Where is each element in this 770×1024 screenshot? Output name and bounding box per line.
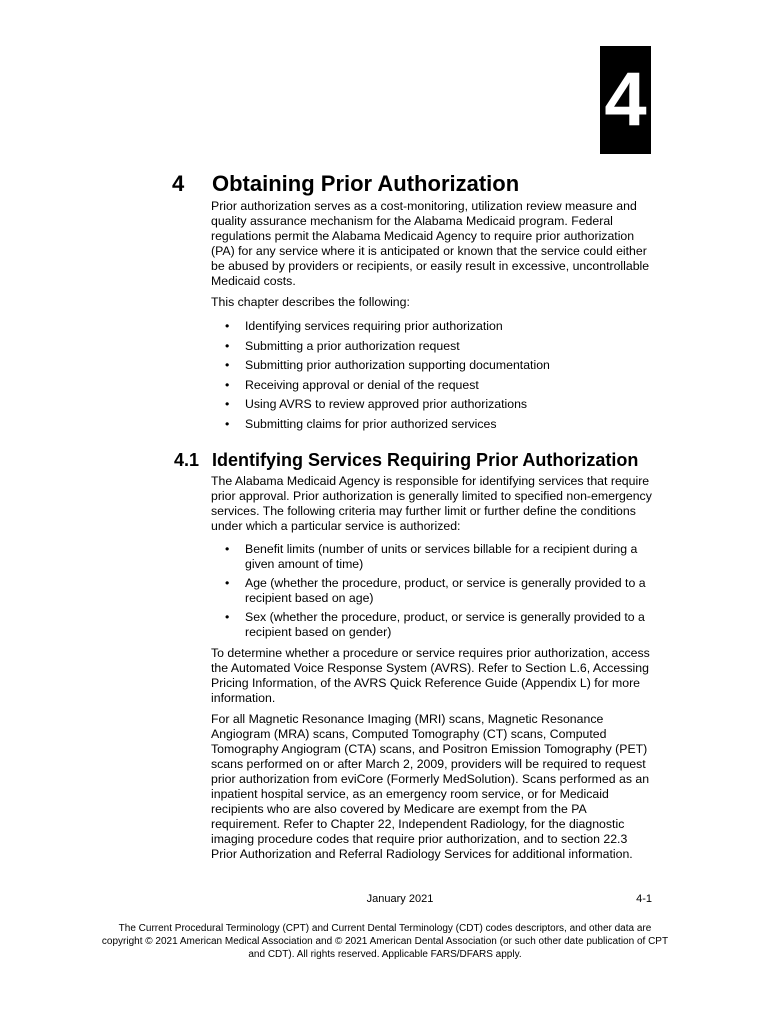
list-item: • Age (whether the procedure, product, or service is generally provided to a recipient based on age) xyxy=(211,576,656,606)
section-heading xyxy=(174,449,714,471)
section-title: Identifying Services Requiring Prior Authorization xyxy=(212,450,639,470)
intro-paragraph: Prior authorization serves as a cost-monitoring, utilization review measure and quality assurance mechanism for the Alabama Medicaid program. Federal regulations permit the Alabama Medicaid Agency to require prior authorization (PA) for any service where it is anticipated or known that the service could either be abused by providers or recipients, or easily result in excessive, uncontrollable Medicaid costs. xyxy=(211,199,650,288)
section-4-1 xyxy=(211,474,656,868)
avrs-paragraph: To determine whether a procedure or service requires prior authorization, access the Automated Voice Response System (AVRS). Refer to Section L.6, Accessing Pricing Information, of the AVRS Quick Reference Guide (Appendix L) for more information. xyxy=(211,646,650,705)
intro-bullet-list xyxy=(211,319,656,432)
chapter-heading xyxy=(172,170,712,198)
list-item: • Receiving approval or denial of the request xyxy=(211,378,656,393)
list-item: • Submitting prior authorization supporting documentation xyxy=(211,358,656,373)
list-item: • Submitting claims for prior authorized services xyxy=(211,417,656,432)
section-number: 4.1 xyxy=(174,450,200,470)
list-item: • Benefit limits (number of units or services billable for a recipient during a given amount of time) xyxy=(211,542,656,572)
chapter-tab: 4 xyxy=(600,46,651,154)
page-number: 4-1 xyxy=(636,893,652,905)
chapter-number: 4 xyxy=(172,171,185,196)
list-item: • Submitting a prior authorization request xyxy=(211,339,656,354)
chapter-title: Obtaining Prior Authorization xyxy=(212,171,520,196)
imaging-paragraph: For all Magnetic Resonance Imaging (MRI) scans, Magnetic Resonance Angiogram (MRA) scans, Computed Tomography (CT) scans, Computed Tomography Angiogram (CTA) scans, and Positron Emission Tomography (PET) scans performed on or after March 2, 2009, providers will be required to request prior authorization from eviCore (Formerly MedSolution). Scans performed as an inpatient hospital service, as an emergency room service, or for Medicaid recipients who are also covered by Medicare are exempt from the PA requirement. Refer to Chapter 22, Independent Radiology, for the diagnostic imaging procedure codes that require prior authorization, and to section 22.3 Prior Authorization and Referral Radiology Services for additional information. xyxy=(211,712,650,861)
intro-section xyxy=(211,199,656,438)
footer-date: January 2021 xyxy=(366,893,434,905)
intro-lead-in: This chapter describes the following: xyxy=(211,295,410,309)
list-item: • Using AVRS to review approved prior authorizations xyxy=(211,397,656,412)
list-item: • Identifying services requiring prior authorization xyxy=(211,319,656,334)
copyright-notice: The Current Procedural Terminology (CPT) and Current Dental Terminology (CDT) codes descriptors, and other data are copyright © 2021 American Medical Association and © 2021 American Dental Association (or such other date publication of CPT and CDT). All rights reserved. Applicable FARS/DFARS apply. xyxy=(101,923,669,960)
list-item: • Sex (whether the procedure, product, or service is generally provided to a recipient based on gender) xyxy=(211,610,656,640)
criteria-bullet-list xyxy=(211,542,656,640)
section-paragraph: The Alabama Medicaid Agency is responsible for identifying services that require prior approval. Prior authorization is generally limited to specified non-emergency services. The following criteria may further limit or further define the conditions under which a particular service is authorized: xyxy=(211,474,652,533)
